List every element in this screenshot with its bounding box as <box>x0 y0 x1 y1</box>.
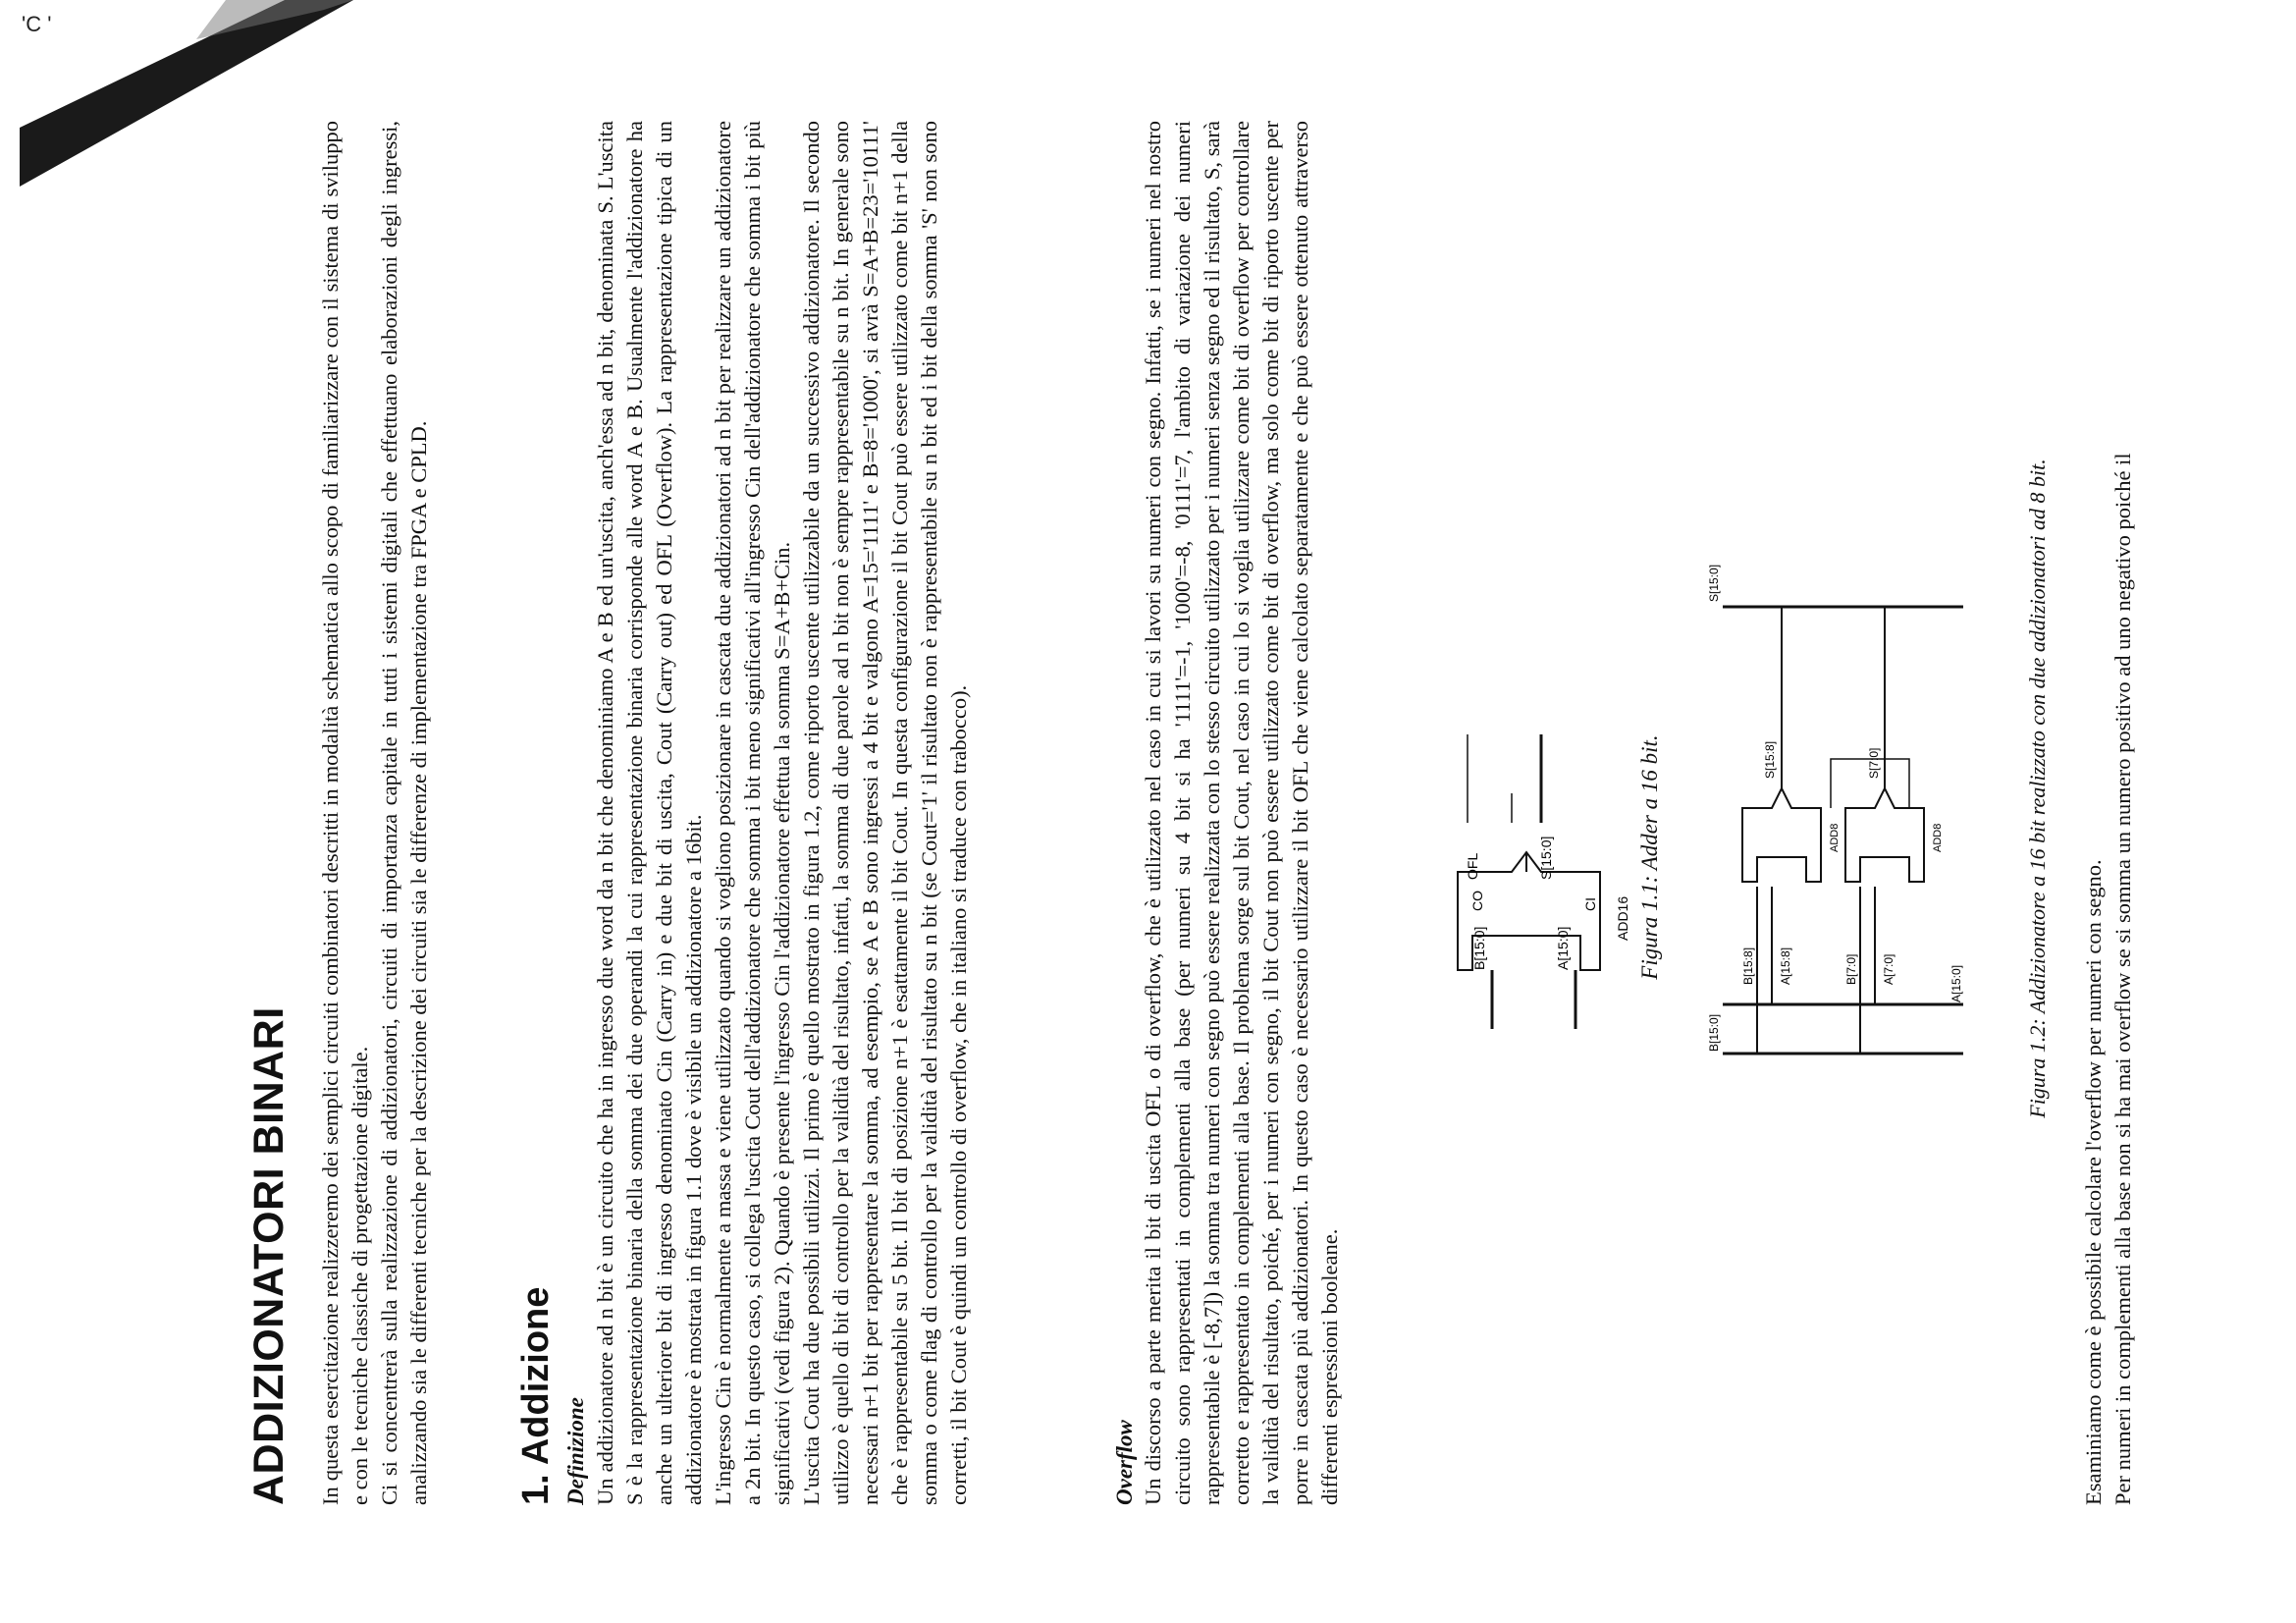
subsection-heading-definizione: Definizione <box>563 1397 588 1505</box>
svg-text:'C ': 'C ' <box>22 12 52 36</box>
subsection-heading-overflow: Overflow <box>1112 1420 1137 1505</box>
figure-1-caption: Figura 1.1: Adder a 16 bit. <box>1637 734 1662 980</box>
closing-paragraph: Per numeri in complementi alla base non si ha mai overflow se si somma un numero positivo ad uno negativo poiché il <box>2110 453 2135 1505</box>
closing-block <box>2079 121 2138 1505</box>
fig2-label-add8-hi: ADD8 <box>1829 823 1841 852</box>
fig2-label-a-lo: A[7:0] <box>1882 953 1896 985</box>
fig2-label-b-hi: B[15:8] <box>1741 947 1755 985</box>
fig2-label-s-lo: S[7:0] <box>1867 747 1881 779</box>
section-heading: 1. Addizione <box>515 1286 557 1505</box>
fig2-label-s-bus: S[15:0] <box>1707 564 1721 602</box>
fig2-label-b-bus: B[15:0] <box>1707 1013 1721 1052</box>
fig1-label-co: CO <box>1469 891 1485 911</box>
fig2-label-b-lo: B[7:0] <box>1844 953 1858 985</box>
overflow-body <box>1139 121 1345 1505</box>
intro-block <box>316 121 434 1505</box>
fig2-label-add8-lo: ADD8 <box>1932 823 1944 852</box>
fig1-label-name: ADD16 <box>1615 895 1630 941</box>
closing-paragraph: Esaminiamo come è possibile calcolare l'overflow per numeri con segno. <box>2081 859 2106 1505</box>
definition-paragraph: L'uscita Cout ha due possibili utilizzi. Il primo è quello mostrato in figura 1.2, come riporto uscente utilizzabile da un successivo addizionatore. Il secondo utilizzo è quello di bit di controllo per la validità del risultato, infatti, la somma di due parole ad n bit non è sempre rappresentabile su n bit. In generale sono necessari n+1 bit per rappresentare la somma, ad esempio, se A e B sono ingressi a 4 bit e valgono A=15='1111' e B=8='1000', si avrà S=A+B=23='10111' che è rappresentabile su 5 bit. Il bit di posizione n+1 è esattamente il bit Cout. In questa configurazione il bit Cout può essere utilizzato come bit n+1 della somma o come flag di controllo per la validità del risultato su n bit (se Cout='1' il risultato non è rappresentabile su n bit ed i bit della somma 'S' non sono corretti, il bit Cout è quindi un controllo di overflow, che in italiano si traduce con trabocco). <box>799 121 971 1505</box>
fig2-label-a-hi: A[15:8] <box>1779 947 1792 985</box>
definition-body <box>591 121 974 1505</box>
fig2-label-a-bus: A[15:0] <box>1949 964 1963 1002</box>
definition-paragraph: L'ingresso Cin è normalmente a massa e viene utilizzato quando si vogliono posizionare in cascata due addizionatori ad n bit per realizzare un addizionatore a 2n bit. In questo caso, si collega l'uscita Cout dell'addizionatore che somma i bit meno significativi all'ingresso Cin dell'addizionatore che somma i bit più significativi (vedi figura 2). Quando è presente l'ingresso Cin l'addizionatore effettua la somma S=A+B+Cin. <box>711 121 794 1505</box>
figure-adder-16bit <box>1433 695 1634 1029</box>
figure-2-caption: Figura 1.2: Addizionatore a 16 bit realizzato con due addizionatori ad 8 bit. <box>2025 459 2050 1118</box>
fig1-label-a: A[15:0] <box>1555 926 1571 970</box>
intro-paragraph: In questa esercitazione realizzeremo dei semplici circuiti combinatori descritti in modalità schematica allo scopo di familiarizzare con il sistema di sviluppo e con le tecniche classiche di progettazione digitale. <box>318 121 372 1505</box>
overflow-paragraph: Un discorso a parte merita il bit di uscita OFL o di overflow, che è utilizzato nel caso in cui si lavori su numeri con segno. Infatti, se i numeri nel nostro circuito sono rappresentati in complementi alla base (per numeri su 4 bit si ha '1111'=-1, '1000'=-8, '0111'=7, l'ambito di variazione dei numeri rappresentabile è [-8,7]) la somma tra numeri con segno può essere realizzata con lo stesso circuito utilizzato per i numeri senza segno ed il risultato, S, sarà corretto e rappresentato in complementi alla base. Il problema sorge sul bit Cout, nel caso in cui lo si voglia utilizzare come bit di overflow per controllare la validità del risultato, poiché, per i numeri con segno, il bit Cout non può essere utilizzato come bit di overflow, ma solo come bit di riporto uscente per porre in cascata più addizionatori. In questo caso è necessario utilizzare il bit OFL che viene calcolato separatamente e che può essere ottenuto attraverso differenti espressioni booleane. <box>1141 121 1342 1505</box>
fig1-label-ofl: OFL <box>1465 852 1480 880</box>
fig1-label-ci: CI <box>1582 897 1598 911</box>
document-title: ADDIZIONATORI BINARI <box>245 1006 293 1505</box>
fig2-label-s-hi: S[15:8] <box>1763 740 1777 779</box>
definition-paragraph: Un addizionatore ad n bit è un circuito che ha in ingresso due word da n bit che denominiamo A e B ed un'uscita, anch'essa ad n bit, denominata S. L'uscita S è la rappresentazione binaria della somma dei due operandi la cui rappresentazione binaria corrisponde alle word A e B. Usualmente l'addizionatore ha anche un ulteriore bit di ingresso denominato Cin (Carry in) e due bit di uscita, Cout (Carry out) ed OFL (Overflow). La rappresentazione tipica di un addizionatore è mostrata in figura 1.1 dove è visibile un addizionatore a 16bit. <box>593 121 706 1505</box>
fig1-label-b: B[15:0] <box>1471 926 1487 970</box>
intro-paragraph: Ci si concentrerà sulla realizzazione di addizionatori, circuiti di importanza capitale in tutti i sistemi digitali che effettuano elaborazioni degli ingressi, analizzando sia le differenti tecniche per la descrizione dei circuiti sia le differenze di implementazione tra FPGA e CPLD. <box>377 121 431 1505</box>
fig1-label-s: S[15:0] <box>1538 836 1554 880</box>
figure-adder-cascade <box>1703 523 1968 1073</box>
